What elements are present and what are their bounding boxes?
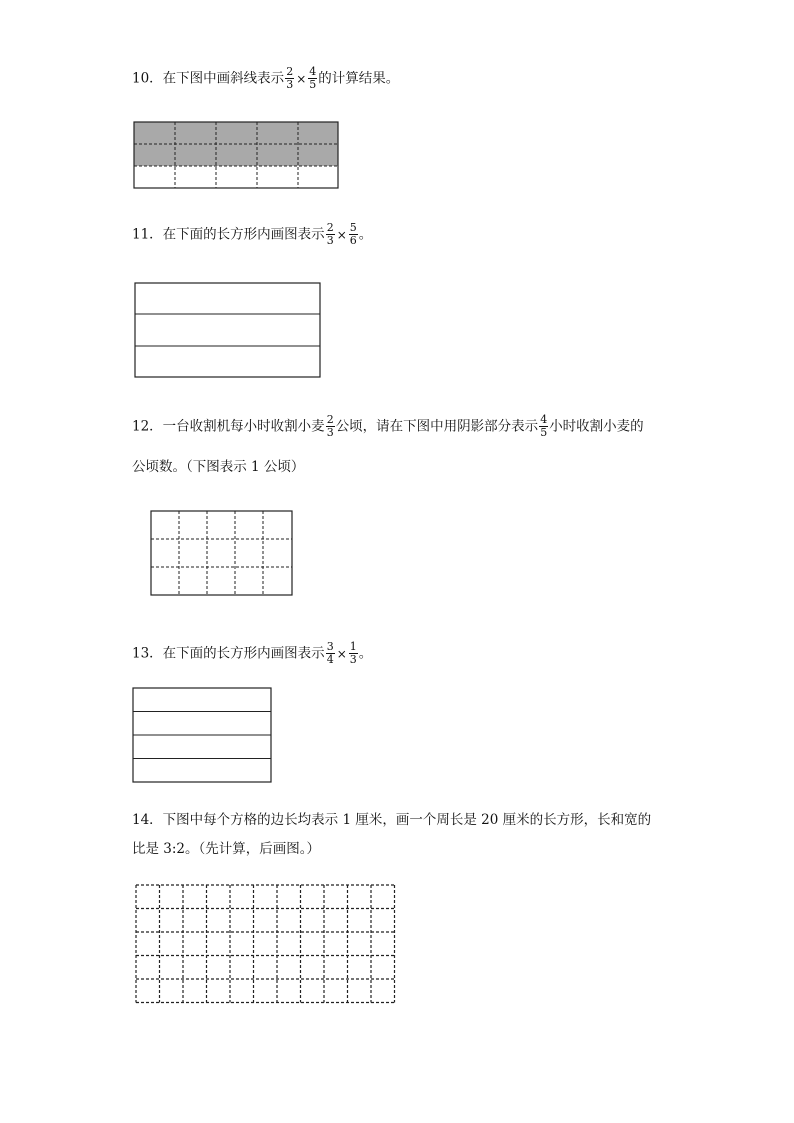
- question-12: [132, 414, 644, 439]
- q11-prefix: 11．在下面的长方形内画图表示: [132, 226, 325, 243]
- q12-line2: 公顷数。（下图表示 1 公顷）: [132, 459, 305, 475]
- q13-times: ×: [336, 646, 347, 661]
- q12-mid: 公顷，请在下图中用阴影部分表示: [335, 418, 539, 435]
- q10-suffix: 的计算结果。: [318, 70, 400, 87]
- q10-fraction-1: $\frac{2}{3}$: [286, 65, 294, 91]
- q12-dashed-lines: [151, 511, 292, 595]
- q12-fraction-2: $\frac{4}{5}$: [540, 413, 548, 439]
- q10-shaded-grid: [133, 121, 340, 189]
- q10-fraction-2: $\frac{4}{5}$: [309, 65, 317, 91]
- q13-fraction-2: $\frac{1}{3}$: [349, 640, 357, 666]
- question-13: [132, 641, 372, 666]
- q12-suffix: 小时收割小麦的: [549, 418, 644, 435]
- q11-fraction-2: $\frac{5}{6}$: [349, 221, 357, 247]
- q11-suffix: 。: [358, 226, 373, 243]
- q13-suffix: 。: [358, 645, 373, 662]
- q13-prefix: 13．在下面的长方形内画图表示: [132, 645, 325, 662]
- q12-fraction-1: $\frac{2}{3}$: [326, 413, 334, 439]
- q11-times: ×: [336, 227, 347, 242]
- q12-grid: [150, 510, 294, 597]
- q14-line2: 比是 3:2。（先计算，后画图。）: [132, 841, 321, 857]
- q13-rectangle: [132, 687, 273, 784]
- q11-fraction-1: $\frac{2}{3}$: [326, 221, 334, 247]
- q12-outline: [151, 511, 292, 595]
- q14-line1: 14．下图中每个方格的边长均表示 1 厘米，画一个周长是 20 厘米的长方形，长和宽的: [132, 812, 652, 828]
- q11-rectangle: [134, 282, 322, 379]
- question-11: [132, 222, 372, 247]
- q14-square-grid: [135, 884, 397, 1012]
- q13-fraction-1: $\frac{3}{4}$: [326, 640, 334, 666]
- q12-prefix: 12．一台收割机每小时收割小麦: [132, 418, 325, 435]
- question-10: [132, 66, 399, 91]
- q11-outline: [135, 283, 320, 377]
- q10-prefix: 10．在下图中画斜线表示: [132, 70, 285, 87]
- q10-times: ×: [296, 71, 307, 86]
